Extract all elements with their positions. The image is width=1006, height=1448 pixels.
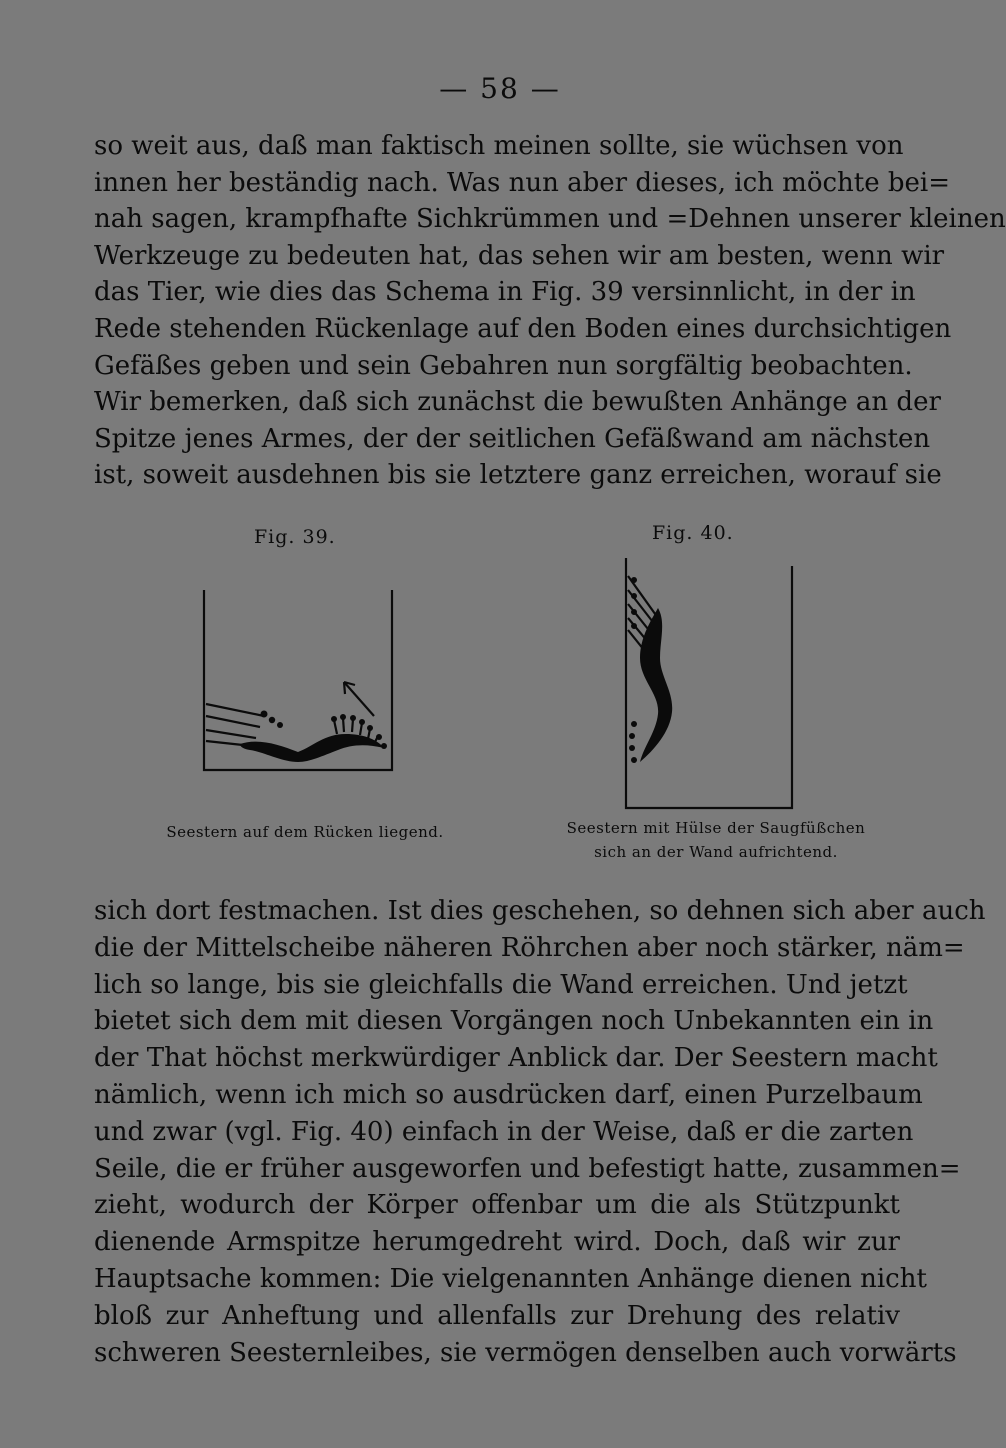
text-line: sich dort festmachen. Ist dies geschehen, so dehnen sich aber auch xyxy=(94,896,986,926)
text-line: bloß zur Anheftung und allenfalls zur Drehung des relativ xyxy=(94,1300,900,1331)
text-line: lich so lange, bis sie gleichfalls die Wand erreichen. Und jetzt xyxy=(94,969,908,1000)
text-line: Hauptsache kommen: Die vielgenannten Anhänge dienen nicht xyxy=(94,1263,927,1294)
text-line: Wir bemerken, daß sich zunächst die bewußten Anhänge an der xyxy=(94,387,941,418)
text-line: Seile, die er früher ausgeworfen und befestigt hatte, zusammen= xyxy=(94,1153,961,1184)
figure-39-caption xyxy=(150,820,460,844)
text-line: schweren Seesternleibes, sie vermögen denselben auch vorwärts xyxy=(94,1337,957,1368)
text-line: bietet sich dem mit diesen Vorgängen noch Unbekannten ein in xyxy=(94,1006,934,1037)
text-line: Rede stehenden Rückenlage auf den Boden eines durchsichtigen xyxy=(94,313,952,344)
text-line: die der Mittelscheibe näheren Röhrchen aber noch stärker, näm= xyxy=(94,932,965,963)
text-line: nämlich, wenn ich mich so ausdrücken darf, einen Purzelbaum xyxy=(94,1079,923,1110)
text-line: Werkzeuge zu bedeuten hat, das sehen wir am besten, wenn wir xyxy=(94,240,945,271)
text-line: zieht, wodurch der Körper offenbar um die als Stützpunkt xyxy=(94,1190,900,1221)
caption-line: sich an der Wand aufrichtend. xyxy=(594,843,838,861)
text-line: dienende Armspitze herumgedreht wird. Doch, daß wir zur xyxy=(94,1227,900,1258)
caption-line: Seestern mit Hülse der Saugfüßchen xyxy=(566,819,866,837)
text-line: ist, soweit ausdehnen bis sie letztere ganz erreichen, worauf sie xyxy=(94,460,942,491)
text-line: der That höchst merkwürdiger Anblick dar. Der Seestern macht xyxy=(94,1043,938,1074)
text-line: Gefäßes geben und sein Gebahren nun sorgfältig beobachten. xyxy=(94,350,913,381)
text-line: und zwar (vgl. Fig. 40) einfach in der Weise, daß er die zarten xyxy=(94,1116,914,1147)
figure-40-illustration xyxy=(620,556,800,812)
text-line: innen her beständig nach. Was nun aber dieses, ich möchte bei= xyxy=(94,167,951,198)
paragraph-2 xyxy=(94,893,986,1371)
figure-39-label: Fig. 39. xyxy=(254,526,336,548)
figure-40-label: Fig. 40. xyxy=(652,522,734,544)
text-line: nah sagen, krampfhafte Sichkrümmen und =Dehnen unserer kleinen xyxy=(94,204,1006,235)
paragraph-1 xyxy=(94,128,1006,494)
caption-line: Seestern auf dem Rücken liegend. xyxy=(166,823,444,841)
text-line: so weit aus, daß man faktisch meinen sollte, sie wüchsen von xyxy=(94,131,904,161)
figure-39-illustration xyxy=(198,586,398,776)
figure-40-caption xyxy=(546,816,886,864)
text-line: das Tier, wie dies das Schema in Fig. 39 versinnlicht, in der in xyxy=(94,277,916,308)
page-number: — 58 — xyxy=(439,72,561,105)
text-line: Spitze jenes Armes, der der seitlichen Gefäßwand am nächsten xyxy=(94,423,931,454)
